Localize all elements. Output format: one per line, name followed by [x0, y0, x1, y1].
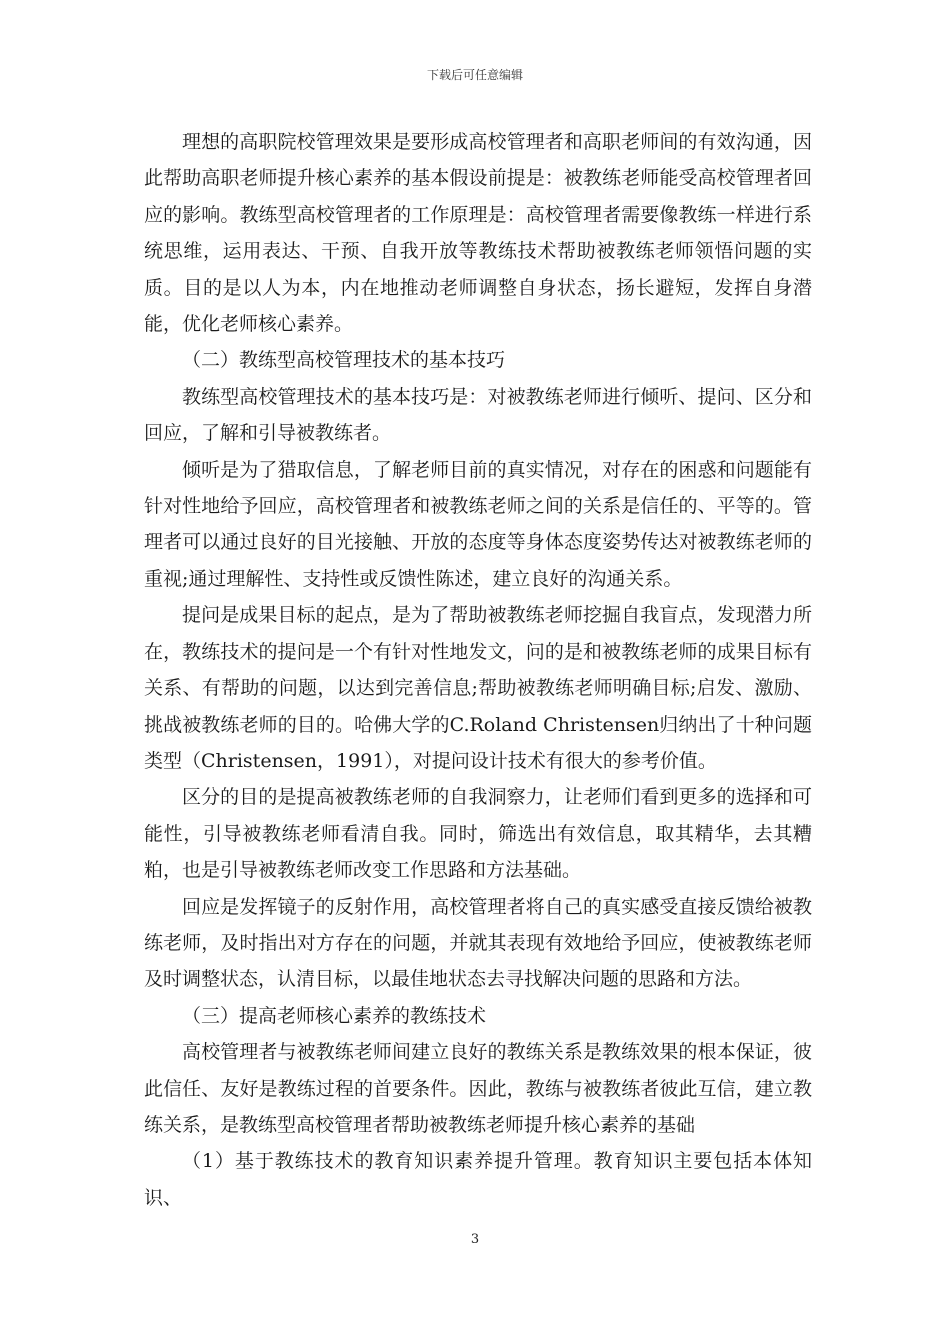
section-heading-2: （二）教练型高校管理技术的基本技巧 — [182, 349, 506, 372]
paragraph-8: （1）基于教练技术的教育知识素养提升管理。教育知识主要包括本体知识、 — [144, 1150, 812, 1209]
paragraph-6: 回应是发挥镜子的反射作用，高校管理者将自己的真实感受直接反馈给被教练老师，及时指出对方存在的问题，并就其表现有效地给予回应，使被教练老师及时调整状态，认清目标，以最佳地状态去寻找解决问题的思路和方法。 — [144, 895, 812, 991]
paragraph-7: 高校管理者与被教练老师间建立良好的教练关系是教练效果的根本保证，彼此信任、友好是教练过程的首要条件。因此，教练与被教练者彼此互信，建立教练关系，是教练型高校管理者帮助被教练老师提升核心素养的基础 — [144, 1041, 812, 1136]
page-header: 下载后可任意编辑 — [426, 68, 523, 82]
paragraph-4: 提问是成果目标的起点，是为了帮助被教练老师挖掘自我盲点，发现潜力所在，教练技术的提问是一个有针对性地发文，问的是和被教练老师的成果目标有关系、有帮助的问题，以达到完善信息;帮助被教练老师明确目标;启发、激励、挑战被教练老师的目的。哈佛大学的C.Roland Christensen归纳出了十种问题类型（Christensen，1991），对提问设计技术有很大的参考价值。 — [144, 604, 812, 772]
document-body — [144, 124, 812, 1216]
paragraph-2: 教练型高校管理技术的基本技巧是：对被教练老师进行倾听、提问、区分和回应，了解和引导被教练者。 — [144, 385, 812, 445]
page-number: 3 — [470, 1232, 480, 1247]
paragraph-1: 理想的高职院校管理效果是要形成高校管理者和高职老师间的有效沟通，因此帮助高职老师提升核心素养的基本假设前提是：被教练老师能受高校管理者回应的影响。教练型高校管理者的工作原理是：高校管理者需要像教练一样进行系统思维，运用表达、干预、自我开放等教练技术帮助被教练老师领悟问题的实质。目的是以人为本，内在地推动老师调整自身状态，扬长避短，发挥自身潜能，优化老师核心素养。 — [144, 131, 812, 336]
section-heading-3: （三）提高老师核心素养的教练技术 — [182, 1004, 487, 1027]
paragraph-3: 倾听是为了猎取信息，了解老师目前的真实情况，对存在的困惑和问题能有针对性地给予回应，高校管理者和被教练老师之间的关系是信任的、平等的。管理者可以通过良好的目光接触、开放的态度等身体态度姿势传达对被教练老师的重视;通过理解性、支持性或反馈性陈述，建立良好的沟通关系。 — [144, 458, 812, 590]
paragraph-5: 区分的目的是提高被教练老师的自我洞察力，让老师们看到更多的选择和可能性，引导被教练老师看清自我。同时，筛选出有效信息，取其精华，去其糟粕，也是引导被教练老师改变工作思路和方法基础。 — [144, 786, 812, 882]
